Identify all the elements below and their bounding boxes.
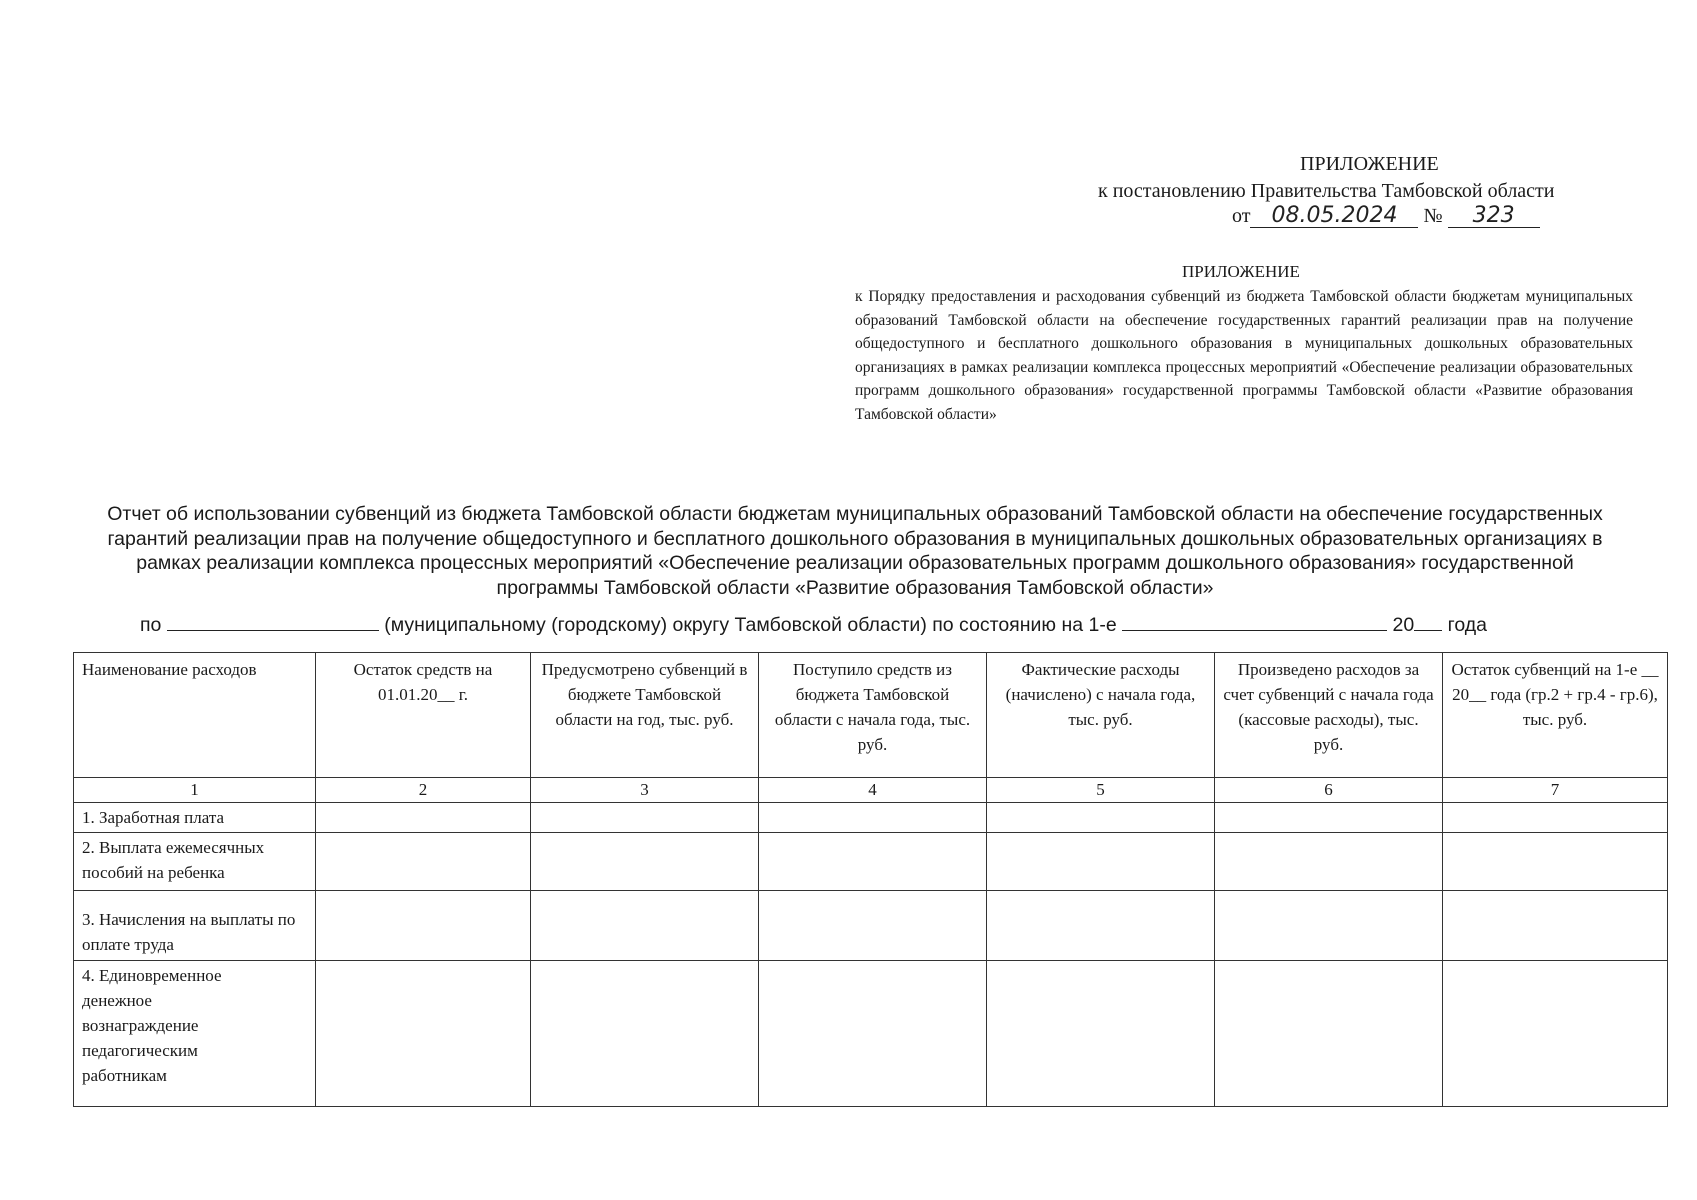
decree-date: 08.05.2024 bbox=[1250, 205, 1418, 228]
table-cell bbox=[316, 891, 531, 961]
decree-number: 323 bbox=[1448, 205, 1540, 228]
decree-line bbox=[1232, 205, 1540, 228]
table-cell bbox=[1443, 803, 1668, 833]
table-cell bbox=[1215, 891, 1443, 961]
table-cell bbox=[1443, 833, 1668, 891]
decree-date-prefix: от bbox=[1232, 205, 1251, 227]
table-cell bbox=[316, 803, 531, 833]
column-number: 7 bbox=[1443, 778, 1668, 803]
decree-number-prefix: № bbox=[1423, 205, 1443, 227]
table-cell bbox=[316, 961, 531, 1107]
table-row bbox=[74, 833, 1668, 891]
column-number: 3 bbox=[531, 778, 759, 803]
appendix-title: ПРИЛОЖЕНИЕ bbox=[1300, 153, 1439, 175]
table-cell bbox=[759, 833, 987, 891]
table-cell bbox=[1215, 833, 1443, 891]
table-cell bbox=[1443, 891, 1668, 961]
header-cell: Наименование расходов bbox=[74, 653, 316, 778]
table-cell bbox=[759, 961, 987, 1107]
appendix2-text: к Порядку предоставления и расходования субвенций из бюджета Тамбовской области бюджетам муниципальных образований Тамбовской области на обеспечение государственных гарантий реализации прав на получение общедоступного и бесплатного дошкольного образования в муниципальных дошкольных образовательных организациях в рамках реализации комплекса процессных мероприятий «Обеспечение реализации образовательных программ дошкольного образования» государственной программы Тамбовской области «Развитие образования Тамбовской области» bbox=[855, 288, 1633, 423]
table-row bbox=[74, 803, 1668, 833]
report-period-line bbox=[140, 613, 1560, 637]
appendix-subtitle: к постановлению Правительства Тамбовской области bbox=[1098, 180, 1555, 202]
year-blank bbox=[1414, 613, 1442, 631]
column-number: 2 bbox=[316, 778, 531, 803]
row-label: 2. Выплата ежемесячных пособий на ребенка bbox=[74, 833, 316, 891]
header-cell: Произведено расходов за счет субвенций с начала года (кассовые расходы), тыс. руб. bbox=[1215, 653, 1443, 778]
table-cell bbox=[531, 803, 759, 833]
report-line-year-suffix: года bbox=[1447, 614, 1487, 636]
header-cell: Предусмотрено субвенций в бюджете Тамбовской области на год, тыс. руб. bbox=[531, 653, 759, 778]
table-cell bbox=[987, 803, 1215, 833]
header-cell: Остаток средств на 01.01.20__ г. bbox=[316, 653, 531, 778]
column-number-row bbox=[74, 778, 1668, 803]
table-header-row bbox=[74, 653, 1668, 778]
report-title: Отчет об использовании субвенций из бюджета Тамбовской области бюджетам муниципальных образований Тамбовской области на обеспечение государственных гарантий реализации прав на получение общедоступного и бесплатного дошкольного образования в муниципальных дошкольных образовательных организациях в рамках реализации комплекса процессных мероприятий «Обеспечение реализации образовательных программ дошкольного образования» государственной программы Тамбовской области «Развитие образования Тамбовской области» bbox=[107, 503, 1603, 599]
header-cell: Поступило средств из бюджета Тамбовской области с начала года, тыс. руб. bbox=[759, 653, 987, 778]
table-cell bbox=[1215, 961, 1443, 1107]
report-table bbox=[73, 652, 1668, 1107]
table-cell bbox=[759, 891, 987, 961]
table-cell bbox=[531, 833, 759, 891]
table-cell bbox=[759, 803, 987, 833]
column-number: 4 bbox=[759, 778, 987, 803]
table-cell bbox=[987, 833, 1215, 891]
table-row bbox=[74, 891, 1668, 961]
table-row bbox=[74, 961, 1668, 1107]
column-number: 1 bbox=[74, 778, 316, 803]
table-cell bbox=[531, 961, 759, 1107]
header-cell: Остаток субвенций на 1-е __ 20__ года (гр.2 + гр.4 - гр.6), тыс. руб. bbox=[1443, 653, 1668, 778]
row-label: 4. Единовременное денежное вознаграждение педагогическим работникам bbox=[74, 961, 316, 1107]
table-cell bbox=[1215, 803, 1443, 833]
table-cell bbox=[316, 833, 531, 891]
table-cell bbox=[531, 891, 759, 961]
table-cell bbox=[987, 961, 1215, 1107]
report-line-po-label: по bbox=[140, 614, 162, 636]
table-cell bbox=[987, 891, 1215, 961]
municipality-blank bbox=[167, 613, 379, 631]
report-line-middle: (муниципальному (городскому) округу Тамбовской области) по состоянию на 1-е bbox=[384, 614, 1117, 636]
report-line-year-prefix: 20 bbox=[1392, 614, 1415, 636]
table-cell bbox=[1443, 961, 1668, 1107]
row-label: 1. Заработная плата bbox=[74, 803, 316, 833]
column-number: 5 bbox=[987, 778, 1215, 803]
date-blank bbox=[1122, 613, 1387, 631]
appendix2-title: ПРИЛОЖЕНИЕ bbox=[1182, 262, 1300, 281]
row-label: 3. Начисления на выплаты по оплате труда bbox=[74, 891, 316, 961]
column-number: 6 bbox=[1215, 778, 1443, 803]
header-cell: Фактические расходы (начислено) с начала года, тыс. руб. bbox=[987, 653, 1215, 778]
